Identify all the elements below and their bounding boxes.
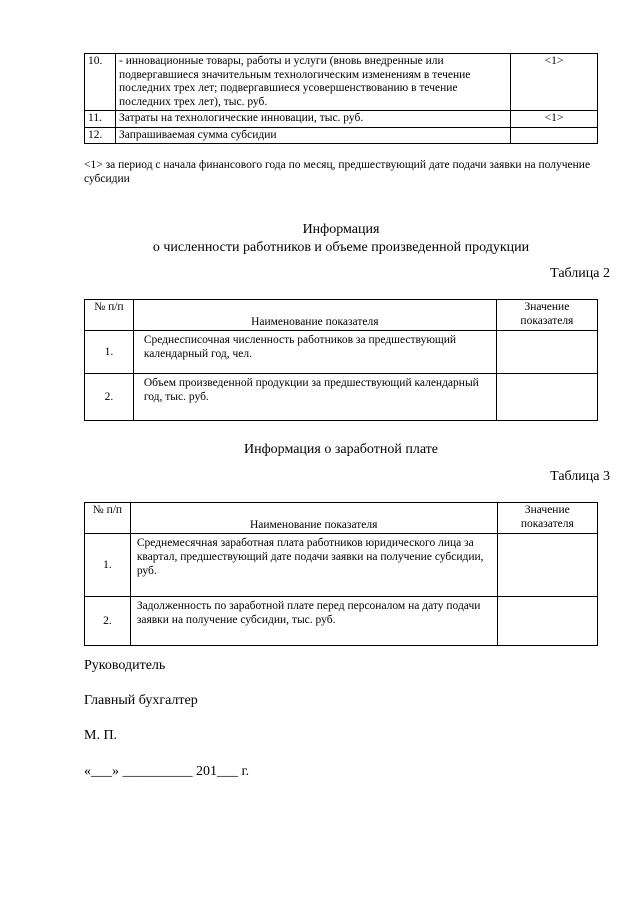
row-name: Объем произведенной продукции за предшествующий календарный год, тыс. руб. xyxy=(133,374,496,421)
section2-title-line2: о численности работников и объеме произведенной продукции xyxy=(152,240,530,255)
row-number: 2. xyxy=(85,374,134,421)
section3-title: Информация о заработной плате xyxy=(243,442,439,457)
row-value: <1> xyxy=(511,111,598,128)
salary-table xyxy=(84,502,598,646)
row-number: 1. xyxy=(85,534,131,597)
table-row xyxy=(85,54,598,111)
row-number: 2. xyxy=(85,597,131,646)
row-value xyxy=(511,127,598,144)
table-row xyxy=(85,374,598,421)
header-value: Значение показателя xyxy=(496,300,597,331)
row-name: Задолженность по заработной плате перед персоналом на дату подачи заявки на получение субсидии, тыс. руб. xyxy=(130,597,497,646)
stamp-place: М. П. xyxy=(84,728,118,743)
table-row xyxy=(85,597,598,646)
table-header-row xyxy=(85,503,598,534)
row-value-cell[interactable] xyxy=(496,374,597,421)
row-value-cell[interactable] xyxy=(496,331,597,374)
table-row xyxy=(85,534,598,597)
header-num: № п/п xyxy=(85,503,131,534)
row-number: 1. xyxy=(85,331,134,374)
footnote: <1> за период с начала финансового года по месяц, предшествующий дате подачи заявки на получение субсидии xyxy=(84,159,591,185)
header-name: Наименование показателя xyxy=(133,300,496,331)
row-value: <1> xyxy=(511,54,598,111)
header-name: Наименование показателя xyxy=(130,503,497,534)
employees-table xyxy=(84,299,598,421)
table2-label: Таблица 2 xyxy=(550,266,610,281)
signature-accountant: Главный бухгалтер xyxy=(84,693,198,708)
signature-head: Руководитель xyxy=(84,658,166,673)
table-row xyxy=(85,127,598,144)
table-header-row xyxy=(85,300,598,331)
table-row xyxy=(85,111,598,128)
row-number: 10. xyxy=(85,54,116,111)
row-value-cell[interactable] xyxy=(497,534,597,597)
header-num: № п/п xyxy=(85,300,134,331)
table3-label: Таблица 3 xyxy=(550,469,610,484)
date-line: «___» __________ 201___ г. xyxy=(84,764,250,779)
row-name: Среднесписочная численность работников за предшествующий календарный год, чел. xyxy=(133,331,496,374)
row-text: Запрашиваемая сумма субсидии xyxy=(116,127,511,144)
section2-title xyxy=(84,221,598,257)
innovation-table xyxy=(84,53,598,144)
row-value-cell[interactable] xyxy=(497,597,597,646)
row-name: Среднемесячная заработная плата работников юридического лица за квартал, предшествующий дате подачи заявки на получение субсидии, руб. xyxy=(130,534,497,597)
header-value: Значение показателя xyxy=(497,503,597,534)
row-text: - инновационные товары, работы и услуги (вновь внедренные или подвергавшиеся значительным технологическим изменениям в течение последних трех лет; подвергавшиеся усовершенствованию в течение последних трех лет), тыс. руб. xyxy=(116,54,511,111)
table-row xyxy=(85,331,598,374)
row-number: 11. xyxy=(85,111,116,128)
row-text: Затраты на технологические инновации, тыс. руб. xyxy=(116,111,511,128)
row-number: 12. xyxy=(85,127,116,144)
section2-title-line1: Информация xyxy=(302,222,380,237)
